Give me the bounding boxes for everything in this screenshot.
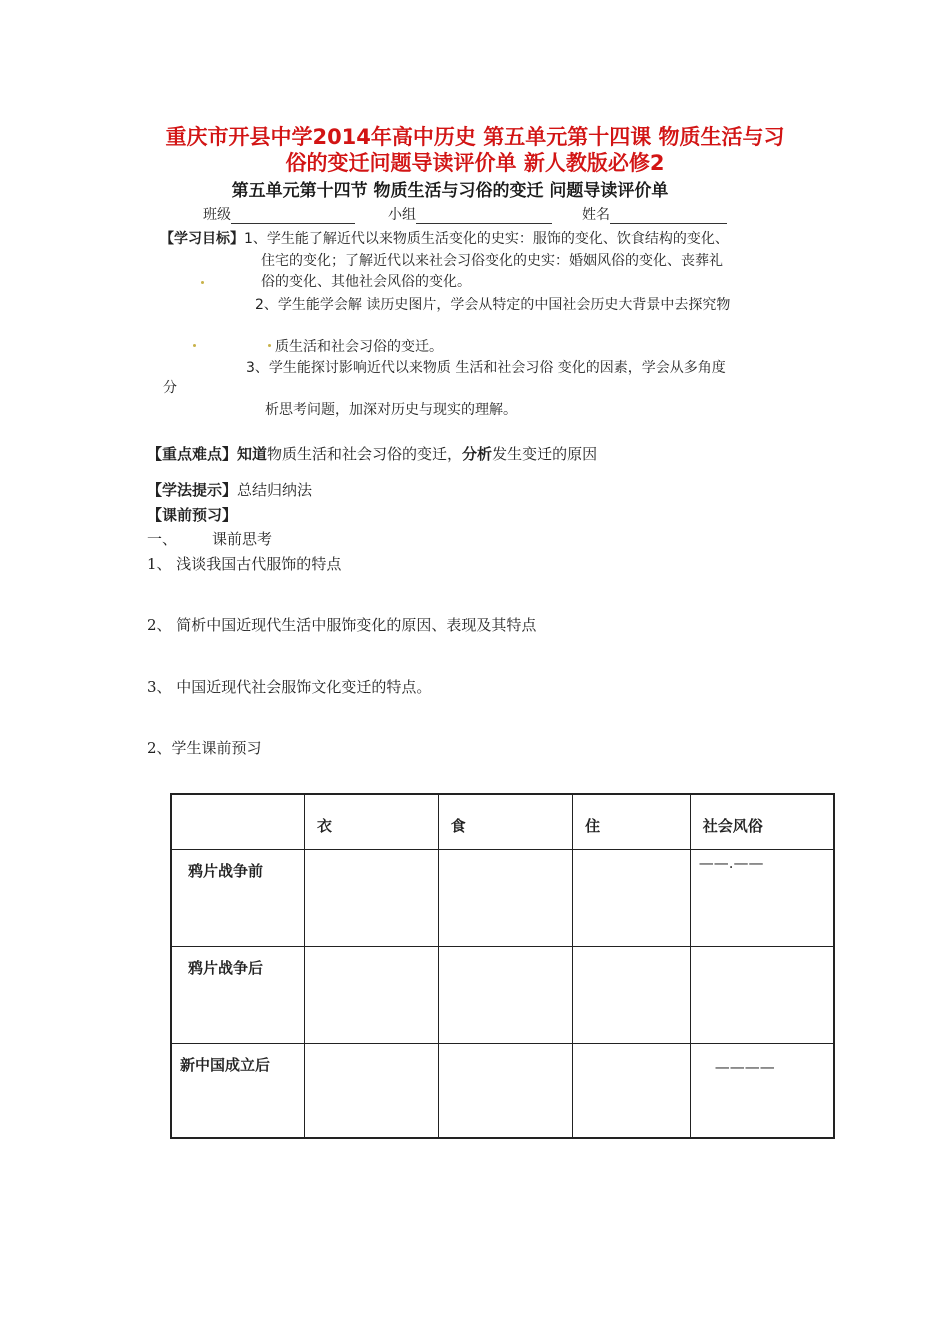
table-row bbox=[171, 947, 834, 1044]
question-3: 3、 中国近现代社会服饰文化变迁的特点。 bbox=[147, 678, 432, 696]
dash-text: ——.—— bbox=[698, 854, 764, 872]
row-label: 鸦片战争后 bbox=[171, 947, 305, 1044]
header-clothing: 衣 bbox=[305, 794, 439, 850]
speck bbox=[268, 344, 271, 347]
objectives-label: 【学习目标】 bbox=[160, 231, 244, 247]
group-blank[interactable] bbox=[416, 209, 552, 224]
table-cell[interactable] bbox=[690, 850, 834, 947]
group-field bbox=[388, 204, 552, 224]
table-cell[interactable] bbox=[690, 1044, 834, 1138]
table-cell[interactable] bbox=[573, 1044, 691, 1138]
objectives-line8: 析思考问题，加深对历史与现实的理解。 bbox=[265, 402, 517, 418]
question-2: 2、 简析中国近现代生活中服饰变化的原因、表现及其特点 bbox=[147, 616, 537, 634]
section1-number: 一、 bbox=[147, 530, 178, 548]
table-corner-cell bbox=[171, 794, 305, 850]
class-blank[interactable] bbox=[231, 209, 355, 224]
key-points-verb-1: 知道 bbox=[237, 445, 268, 463]
table-cell[interactable] bbox=[305, 1044, 439, 1138]
name-label: 姓名 bbox=[582, 207, 610, 223]
method-text: 总结归纳法 bbox=[237, 481, 313, 499]
table-row bbox=[171, 1044, 834, 1138]
question-1: 1、 浅谈我国古代服饰的特点 bbox=[147, 555, 342, 573]
speck bbox=[201, 281, 204, 284]
table-cell[interactable] bbox=[305, 850, 439, 947]
objectives-line3: 俗的变化、其他社会风俗的变化。 bbox=[261, 274, 471, 290]
table-cell[interactable] bbox=[438, 947, 573, 1044]
section2-title: 2、学生课前预习 bbox=[147, 739, 262, 757]
objectives-line4: 2、学生能学会解 读历史图片，学会从特定的中国社会历史大背景中去探究物 bbox=[255, 297, 731, 313]
key-points-text-2: 发生变迁的原因 bbox=[492, 445, 598, 463]
key-points-label: 【重点难点】 bbox=[147, 445, 238, 463]
table-row bbox=[171, 850, 834, 947]
key-points-text-1: 物质生活和社会习俗的变迁， bbox=[267, 445, 463, 463]
class-label: 班级 bbox=[203, 207, 231, 223]
table-cell[interactable] bbox=[438, 1044, 573, 1138]
preview-heading bbox=[147, 504, 237, 525]
header-food: 食 bbox=[438, 794, 573, 850]
objectives-line7: 分 bbox=[163, 380, 177, 396]
key-points bbox=[147, 443, 597, 464]
method-hint bbox=[147, 479, 312, 500]
document-title-line1: 重庆市开县中学2014年高中历史 第五单元第十四课 物质生活与习 bbox=[165, 125, 785, 149]
table-cell[interactable] bbox=[573, 850, 691, 947]
document-title-line2: 俗的变迁问题导读评价单 新人教版必修2 bbox=[285, 151, 665, 175]
method-label: 【学法提示】 bbox=[147, 481, 238, 499]
name-blank[interactable] bbox=[610, 209, 727, 224]
group-label: 小组 bbox=[388, 207, 416, 223]
table-header-row bbox=[171, 794, 834, 850]
worksheet-subtitle: 第五单元第十四节 物质生活与习俗的变迁 问题导读评价单 bbox=[231, 181, 669, 201]
class-field bbox=[203, 204, 355, 224]
name-field bbox=[582, 204, 727, 224]
objectives-line5: 质生活和社会习俗的变迁。 bbox=[275, 339, 443, 355]
dash-text: ———— bbox=[714, 1058, 775, 1076]
objectives-line1 bbox=[160, 228, 729, 248]
preview-table bbox=[170, 793, 835, 1139]
preview-label: 【课前预习】 bbox=[147, 506, 238, 524]
objectives-line2: 住宅的变化；了解近代以来社会习俗变化的史实：婚姻风俗的变化、丧葬礼 bbox=[261, 253, 723, 269]
header-housing: 住 bbox=[573, 794, 691, 850]
key-points-verb-2: 分析 bbox=[462, 445, 493, 463]
objectives-text-1: 1、学生能了解近代以来物质生活变化的史实：服饰的变化、饮食结构的变化、 bbox=[244, 231, 729, 247]
speck bbox=[193, 344, 196, 347]
table-cell[interactable] bbox=[438, 850, 573, 947]
header-customs: 社会风俗 bbox=[690, 794, 834, 850]
table-cell[interactable] bbox=[305, 947, 439, 1044]
objectives-line6: 3、学生能探讨影响近代以来物质 生活和社会习俗 变化的因素，学会从多角度 bbox=[246, 360, 726, 376]
row-label: 新中国成立后 bbox=[171, 1044, 305, 1138]
row-label: 鸦片战争前 bbox=[171, 850, 305, 947]
table-cell[interactable] bbox=[573, 947, 691, 1044]
section1-title: 课前思考 bbox=[212, 530, 273, 548]
table-cell[interactable] bbox=[690, 947, 834, 1044]
